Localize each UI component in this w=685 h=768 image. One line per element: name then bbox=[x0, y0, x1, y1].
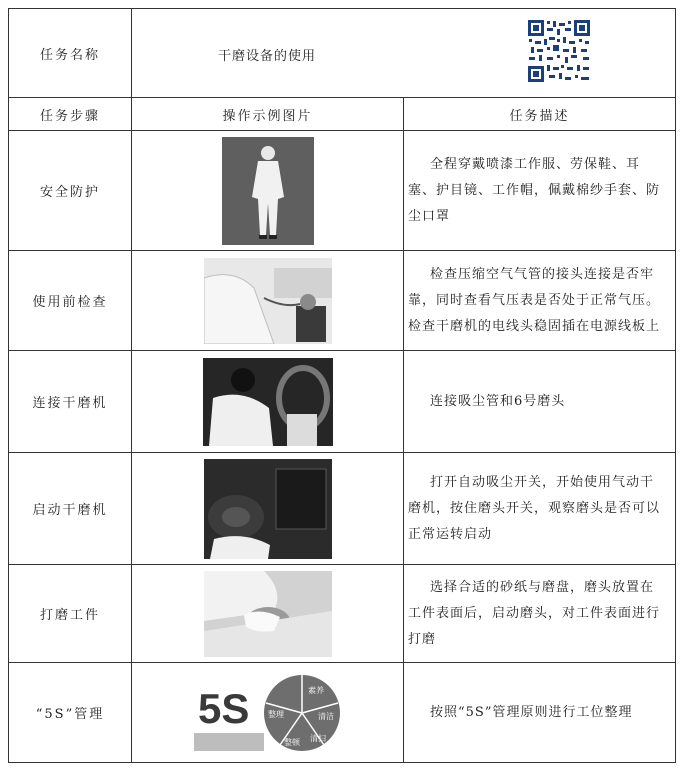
image-cell bbox=[132, 251, 404, 351]
task-name-label-cell bbox=[9, 9, 132, 98]
step-cell: 使用前检查 bbox=[9, 251, 132, 351]
image-cell bbox=[132, 351, 404, 453]
table-row bbox=[9, 131, 676, 251]
segment-label: 整顿 bbox=[283, 737, 300, 747]
task-name-label: 任务名称 bbox=[39, 47, 100, 63]
connect-sander-photo bbox=[203, 358, 333, 446]
desc-cell: 选择合适的砂纸与磨盘，磨头放置在工件表面后，启动磨头，对工件表面进行打磨 bbox=[404, 565, 676, 663]
task-table bbox=[8, 8, 676, 763]
image-cell bbox=[132, 663, 404, 763]
safety-suit-photo bbox=[222, 137, 314, 245]
step-cell: 启动干磨机 bbox=[9, 453, 132, 565]
task-name-cell bbox=[132, 9, 676, 98]
image-cell bbox=[132, 453, 404, 565]
desc-cell: 打开自动吸尘开关，开始使用气动干磨机，按住磨头开关，观察磨头是否可以正常运转启动 bbox=[404, 453, 676, 565]
task-sheet bbox=[8, 8, 676, 760]
header-row bbox=[9, 98, 676, 131]
segment-label: 清洁 bbox=[317, 711, 334, 721]
pre-use-check-photo bbox=[204, 258, 332, 344]
desc-cell: 连接吸尘管和6号磨头 bbox=[404, 351, 676, 453]
table-row bbox=[9, 251, 676, 351]
5s-diagram bbox=[194, 671, 342, 755]
col-image-header: 操作示例图片 bbox=[132, 98, 404, 131]
table-row bbox=[9, 565, 676, 663]
image-cell bbox=[132, 131, 404, 251]
logo-5s-text: 5S bbox=[197, 684, 249, 732]
segment-label: 清扫 bbox=[309, 733, 326, 743]
col-desc-header: 任务描述 bbox=[404, 98, 676, 131]
start-sander-photo bbox=[204, 459, 332, 559]
step-cell: “5S”管理 bbox=[9, 663, 132, 763]
sanding-photo bbox=[204, 571, 332, 657]
segment-label: 素养 bbox=[307, 685, 324, 695]
desc-cell: 按照“5S”管理原则进行工位整理 bbox=[404, 663, 676, 763]
task-name-value: 干磨设备的使用 bbox=[218, 49, 317, 64]
image-cell bbox=[132, 565, 404, 663]
desc-cell: 检查压缩空气气管的接头连接是否牢靠，同时查看气压表是否处于正常气压。检查干磨机的电线头稳固插在电源线板上 bbox=[404, 251, 676, 351]
step-cell: 打磨工件 bbox=[9, 565, 132, 663]
title-row bbox=[9, 9, 676, 98]
segment-label: 整理 bbox=[267, 709, 284, 719]
desc-cell: 全程穿戴喷漆工作服、劳保鞋、耳塞、护目镜、工作帽，佩戴棉纱手套、防尘口罩 bbox=[404, 131, 676, 251]
table-row bbox=[9, 351, 676, 453]
qr-code-icon bbox=[527, 19, 591, 83]
step-cell: 安全防护 bbox=[9, 131, 132, 251]
table-row bbox=[9, 663, 676, 763]
col-step-header: 任务步骤 bbox=[9, 98, 132, 131]
step-cell: 连接干磨机 bbox=[9, 351, 132, 453]
table-row bbox=[9, 453, 676, 565]
